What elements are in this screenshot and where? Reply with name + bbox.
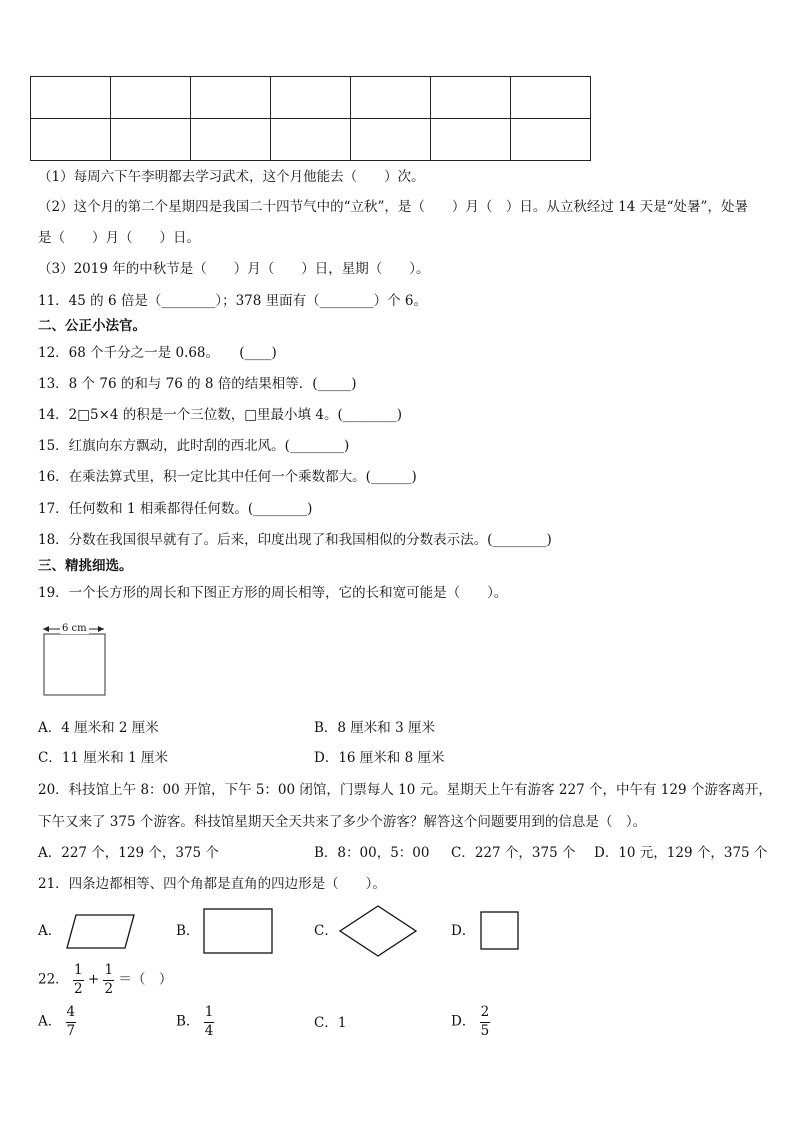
q22-option-a: A． $\frac{4}{7}$ [38,1004,76,1039]
table-cell [111,77,191,119]
fraction-one-half: $\frac{1}{2}$ [73,962,83,997]
q17: 17．任何数和 1 相乘都得任何数。(________) [38,501,313,517]
section-3-heading: 三、精挑细选。 [38,558,133,574]
section-2-heading: 二、公正小法官。 [38,318,146,334]
table-cell [31,77,111,119]
table-cell [191,119,271,161]
table-row [31,77,591,119]
q12: 12．68 个千分之一是 0.68。 (____) [38,345,277,361]
plus-sign: + [87,971,100,988]
q10-sub2-line1: （2）这个月的第二个星期四是我国二十四节气中的“立秋”，是（ ）月（ ）日。从立秋经过 14 天是“处暑”，处暑 [38,199,748,215]
rhombus-shape [339,905,419,959]
table-cell [31,119,111,161]
table-cell [351,119,431,161]
table-row [31,119,591,161]
table-cell [111,119,191,161]
q22-option-d: D． $\frac{2}{5}$ [451,1004,490,1039]
q19-option-d: D．16 厘米和 8 厘米 [314,750,445,766]
fraction-four-sevenths: $\frac{4}{7}$ [66,1004,76,1039]
q10-sub1: （1）每周六下午李明都去学习武术，这个月他能去（ ）次。 [38,169,425,185]
q22-option-c: C．1 [314,1015,347,1031]
q10-sub3: （3）2019 年的中秋节是（ ）月（ ）日，星期（ ）。 [38,261,430,277]
q20-option-a: A．227 个，129 个，375 个 [38,845,219,861]
q21-stem: 21．四条边都相等、四个角都是直角的四边形是（ ）。 [38,876,386,892]
q15: 15．红旗向东方飘动，此时刮的西北风。(________) [38,438,350,454]
q20-option-d: D．10 元，129 个，375 个 [594,845,768,861]
square-side-label: 6 cm [62,623,87,634]
table-cell [271,119,351,161]
q13: 13．8 个 76 的和与 76 的 8 倍的结果相等．(_____) [38,376,357,392]
q20-option-c: C．227 个，375 个 [451,845,576,861]
q19-option-c: C．11 厘米和 1 厘米 [38,750,168,766]
table-cell [511,77,591,119]
calendar-grid [30,76,591,161]
table-cell [431,77,511,119]
q21-option-a-label: A． [38,923,62,939]
q21-option-b-label: B． [176,923,200,939]
q19-option-b: B．8 厘米和 3 厘米 [314,720,435,736]
rectangle-shape [203,908,275,956]
fraction-one-half: $\frac{1}{2}$ [104,962,114,997]
table-cell [191,77,271,119]
q22-blank: ＝（ ） [118,971,173,988]
parallelogram-shape [66,914,136,950]
q22-stem [38,964,172,996]
q14: 14．2□5×4 的积是一个三位数，□里最小填 4。(________) [38,407,402,423]
q20-line1: 20．科技馆上午 8：00 开馆，下午 5：00 闭馆，门票每人 10 元。星期天上午有游客 227 个，中午有 129 个游客离开， [38,782,772,798]
q19-stem: 19．一个长方形的周长和下图正方形的周长相等，它的长和宽可能是（ ）。 [38,585,508,601]
table-cell [271,77,351,119]
q11: 11．45 的 6 倍是（________）；378 里面有（________）个 6。 [38,293,428,309]
q21-option-d-label: D． [451,923,476,939]
q20-line2: 下午又来了 375 个游客。科技馆星期天全天共来了多少个游客？解答这个问题要用到的信息是（ ）。 [38,814,647,830]
q20-option-b: B．8：00，5：00 [314,845,430,861]
q22-number: 22． [38,971,69,988]
q21-option-c-label: C． [314,923,338,939]
q10-sub2-line2: 是（ ）月（ ）日。 [38,230,200,246]
table-cell [511,119,591,161]
fraction-one-quarter: $\frac{1}{4}$ [204,1004,214,1039]
q18: 18．分数在我国很早就有了。后来，印度出现了和我国相似的分数表示法。(________) [38,532,552,548]
fraction-two-fifths: $\frac{2}{5}$ [480,1004,490,1039]
table-cell [431,119,511,161]
square-shape [480,911,522,953]
q22-option-b: B． $\frac{1}{4}$ [176,1004,214,1039]
table-cell [351,77,431,119]
q16: 16．在乘法算式里，积一定比其中任何一个乘数都大。(______) [38,469,417,485]
q19-option-a: A．4 厘米和 2 厘米 [38,720,159,736]
